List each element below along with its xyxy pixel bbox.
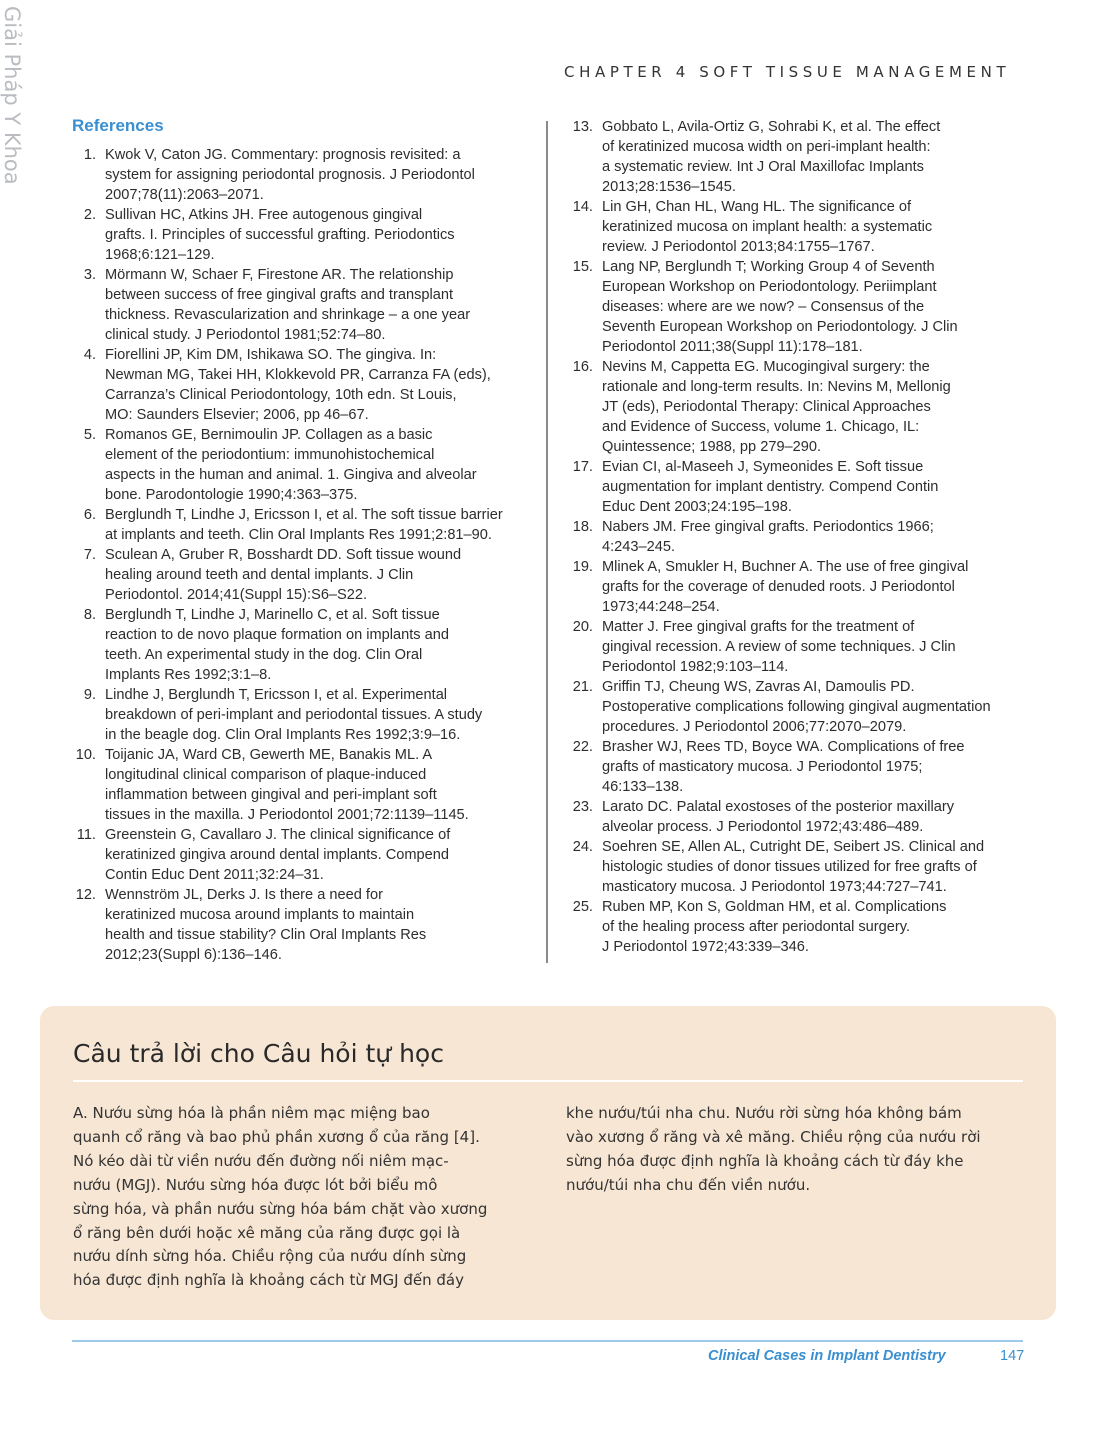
reference-text: Greenstein G, Cavallaro J. The clinical significance of keratinized gingiva around dental implants. Compend Contin Educ Dent 2011;32:24–31. [105,827,451,883]
reference-item [564,897,1034,957]
reference-item [564,837,1034,897]
reference-item [72,345,540,425]
reference-number: 23. [572,799,593,815]
reference-item [72,885,540,965]
reference-item [564,257,1034,357]
reference-number: 7. [83,547,96,563]
reference-item [72,265,540,345]
reference-number: 14. [572,199,593,215]
reference-number: 25. [572,899,593,915]
references-list-left [72,145,540,965]
reference-text: Nabers JM. Free gingival grafts. Periodontics 1966; 4:243–245. [602,519,934,555]
reference-text: Lang NP, Berglundh T; Working Group 4 of Seventh European Workshop on Periodontology. Periimplant diseases: where are we now? – Consensus of the Seventh European Workshop on Periodontology. J Clin Periodontol 2011;38(Suppl 11):178–181. [602,259,958,355]
footer-book-title: Clinical Cases in Implant Dentistry [708,1348,946,1364]
reference-text: Berglundh T, Lindhe J, Ericsson I, et al. The soft tissue barrier at implants and teeth. Clin Oral Implants Res 1991;2:81–90. [105,507,503,543]
reference-number: 24. [572,839,593,855]
answers-title: Câu trả lời cho Câu hỏi tự học [73,1039,444,1068]
reference-item [564,197,1034,257]
reference-number: 13. [572,119,593,135]
reference-item [564,677,1034,737]
reference-item [564,457,1034,517]
reference-number: 6. [83,507,96,523]
reference-text: Mörmann W, Schaer F, Firestone AR. The relationship between success of free gingival grafts and transplant thickness. Revascularization and shrinkage – a one year clinical study. J Periodontol 1981;52:74–80. [105,267,471,343]
reference-item [564,517,1034,557]
reference-text: Fiorellini JP, Kim DM, Ishikawa SO. The gingiva. In: Newman MG, Takei HH, Klokkevold PR, Carranza FA (eds), Carranza’s Clinical Periodontology, 10th edn. St Louis, MO: Saunders Elsevier; 2006, pp 46–67. [105,347,491,423]
reference-text: Lin GH, Chan HL, Wang HL. The significance of keratinized mucosa on implant health: a systematic review. J Periodontol 2013;84:1755–1767. [602,199,933,255]
answers-divider [73,1080,1023,1082]
reference-item [72,425,540,505]
reference-number: 3. [83,267,96,283]
reference-item [72,545,540,605]
reference-text: Lindhe J, Berglundh T, Ericsson I, et al. Experimental breakdown of peri-implant and periodontal tissues. A study in the beagle dog. Clin Oral Implants Res 1992;3:9–16. [105,687,483,743]
reference-text: Berglundh T, Lindhe J, Marinello C, et al. Soft tissue reaction to de novo plaque formation on implants and teeth. An experimental study in the dog. Clin Oral Implants Res 1992;3:1–8. [105,607,449,683]
reference-number: 15. [572,259,593,275]
reference-number: 9. [83,687,96,703]
reference-item [564,357,1034,457]
reference-item [72,145,540,205]
reference-item [72,205,540,265]
footer-divider [72,1340,1023,1342]
references-list-right [564,117,1034,957]
answers-text-left: A. Nướu sừng hóa là phần niêm mạc miệng bao quanh cổ răng và bao phủ phần xương ổ của răng [4]. Nó kéo dài từ viền nướu đến đường nối niêm mạc- nướu (MGJ). Nướu sừng hóa được lót bởi biểu mô sừng hóa, và phần nướu sừng hóa bám chặt vào xương ổ răng bên dưới hoặc xê măng của răng được gọi là nướu dính sừng hóa. Chiều rộng của nướu dính sừng hóa được định nghĩa là khoảng cách từ MGJ đến đáy [73,1104,488,1290]
reference-number: 21. [572,679,593,695]
reference-text: Matter J. Free gingival grafts for the treatment of gingival recession. A review of some techniques. J Clin Periodontol 1982;9:103–114. [602,619,956,675]
reference-item [72,505,540,545]
reference-number: 17. [572,459,593,475]
reference-number: 12. [75,887,96,903]
reference-item [564,617,1034,677]
reference-number: 16. [572,359,593,375]
reference-number: 20. [572,619,593,635]
reference-item [72,745,540,825]
reference-number: 11. [76,827,96,843]
reference-item [72,605,540,685]
reference-text: Evian CI, al-Maseeh J, Symeonides E. Soft tissue augmentation for implant dentistry. Compend Contin Educ Dent 2003;24:195–198. [602,459,939,515]
references-title: References [72,116,164,135]
reference-text: Sullivan HC, Atkins JH. Free autogenous gingival grafts. I. Principles of successful grafting. Periodontics 1968;6:121–129. [105,207,455,263]
reference-number: 5. [83,427,96,443]
reference-number: 1. [83,147,96,163]
chapter-header: CHAPTER 4 SOFT TISSUE MANAGEMENT [564,63,1011,81]
column-divider [546,121,548,963]
reference-text: Larato DC. Palatal exostoses of the posterior maxillary alveolar process. J Periodontol 1972;43:486–489. [602,799,955,835]
reference-number: 19. [572,559,593,575]
reference-text: Ruben MP, Kon S, Goldman HM, et al. Complications of the healing process after periodontal surgery. J Periodontol 1972;43:339–346. [602,899,947,955]
reference-item [564,737,1034,797]
reference-text: Griffin TJ, Cheung WS, Zavras AI, Damoulis PD. Postoperative complications following gingival augmentation procedures. J Periodontol 2006;77:2070–2079. [602,679,991,735]
reference-text: Kwok V, Caton JG. Commentary: prognosis revisited: a system for assigning periodontal prognosis. J Periodontol 2007;78(11):2063–2071. [105,147,475,203]
reference-item [72,685,540,745]
reference-text: Brasher WJ, Rees TD, Boyce WA. Complications of free grafts of masticatory mucosa. J Periodontol 1975; 46:133–138. [602,739,965,795]
self-study-answers-box [40,1006,1056,1320]
reference-text: Nevins M, Cappetta EG. Mucogingival surgery: the rationale and long-term results. In: Nevins M, Mellonig JT (eds), Periodontal Therapy: Clinical Approaches and Evidence of Success, volume 1. Chicago, IL: Quintessence; 1988, pp 279–290. [602,359,951,455]
reference-number: 10. [75,747,96,763]
page-number: 147 [1000,1348,1025,1364]
watermark-text: Giải Pháp Y Khoa [0,6,24,185]
reference-number: 2. [83,207,96,223]
answers-text-right: khe nướu/túi nha chu. Nướu rời sừng hóa không bám vào xương ổ răng và xê măng. Chiều rộng của nướu rời sừng hóa được định nghĩa là khoảng cách từ đáy khe nướu/túi nha chu đến viền nướu. [566,1104,981,1194]
reference-number: 8. [83,607,96,623]
reference-text: Sculean A, Gruber R, Bosshardt DD. Soft tissue wound healing around teeth and dental implants. J Clin Periodontol. 2014;41(Suppl 15):S6–S22. [105,547,462,603]
reference-number: 22. [572,739,593,755]
reference-number: 18. [572,519,593,535]
reference-item [564,797,1034,837]
reference-text: Wennström JL, Derks J. Is there a need for keratinized mucosa around implants to maintain health and tissue stability? Clin Oral Implants Res 2012;23(Suppl 6):136–146. [105,887,427,963]
reference-text: Romanos GE, Bernimoulin JP. Collagen as a basic element of the periodontium: immunohistochemical aspects in the human and animal. 1. Gingiva and alveolar bone. Parodontologie 1990;4:363–375. [105,427,477,503]
reference-text: Toijanic JA, Ward CB, Gewerth ME, Banakis ML. A longitudinal clinical comparison of plaque-induced inflammation between gingival and peri-implant soft tissues in the maxilla. J Periodontol 2001;72:1139–1145. [105,747,469,823]
reference-text: Gobbato L, Avila-Ortiz G, Sohrabi K, et al. The effect of keratinized mucosa width on peri-implant health: a systematic review. Int J Oral Maxillofac Implants 2013;28:1536–1545. [602,119,941,195]
reference-text: Mlinek A, Smukler H, Buchner A. The use of free gingival grafts for the coverage of denuded roots. J Periodontol 1973;44:248–254. [602,559,969,615]
reference-item [564,557,1034,617]
reference-item [564,117,1034,197]
reference-text: Soehren SE, Allen AL, Cutright DE, Seibert JS. Clinical and histologic studies of donor tissues utilized for free grafts of masticatory mucosa. J Periodontol 1973;44:727–741. [602,839,985,895]
reference-item [72,825,540,885]
reference-number: 4. [83,347,96,363]
